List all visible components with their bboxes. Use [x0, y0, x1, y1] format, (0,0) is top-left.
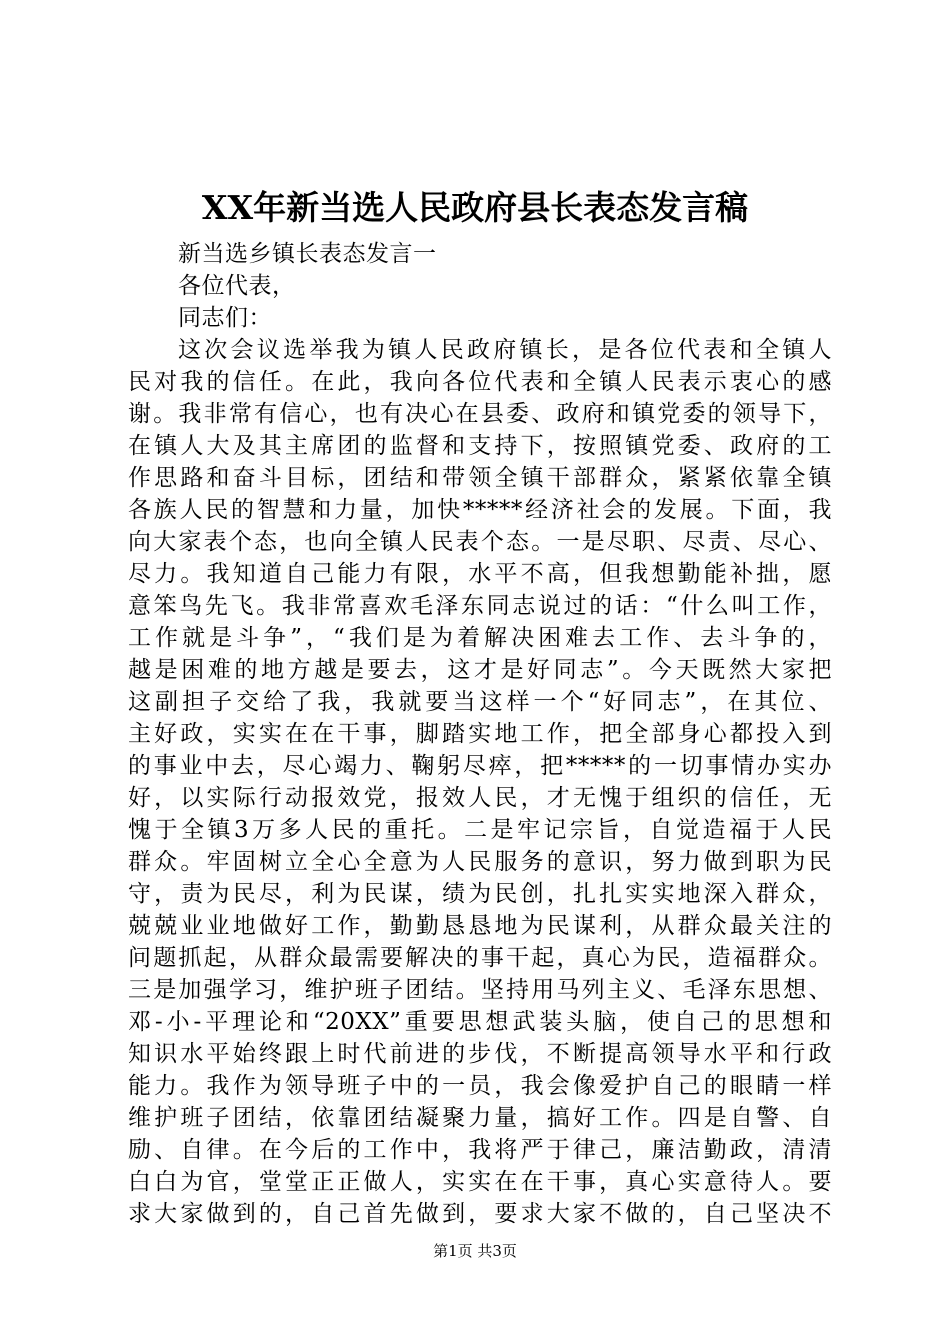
document-subtitle: 新当选乡镇长表态发言一 — [178, 241, 437, 267]
body-line: 谢。我非常有信心，也有决心在县委、政府和镇党委的领导下， — [128, 401, 832, 427]
body-line: 向大家表个态，也向全镇人民表个态。一是尽职、尽责、尽心、 — [128, 529, 832, 555]
salutation-line: 各位代表， — [178, 273, 296, 299]
body-line: 维护班子团结，依靠团结凝聚力量，搞好工作。四是自警、自 — [128, 1105, 832, 1131]
page-footer: 第1页 共3页 — [433, 1242, 517, 1260]
body-line: 求大家做到的，自己首先做到，要求大家不做的，自己坚决不 — [128, 1201, 832, 1227]
body-line: 兢兢业业地做好工作，勤勤恳恳地为民谋利，从群众最关注的 — [128, 913, 832, 939]
body-line: 这副担子交给了我，我就要当这样一个“好同志”，在其位、 — [128, 689, 832, 715]
body-line: 问题抓起，从群众最需要解决的事干起，真心为民，造福群众。 — [128, 945, 832, 971]
body-line: 各族人民的智慧和力量，加快*****经济社会的发展。下面，我 — [128, 497, 832, 523]
salutation-line: 同志们： — [178, 305, 272, 331]
body-line: 能力。我作为领导班子中的一员，我会像爱护自己的眼睛一样 — [128, 1073, 832, 1099]
body-line: 白白为官，堂堂正正做人，实实在在干事，真心实意待人。要 — [128, 1169, 832, 1195]
body-line: 尽力。我知道自己能力有限，水平不高，但我想勤能补拙，愿 — [128, 561, 832, 587]
body-line: 工作就是斗争”，“我们是为着解决困难去工作、去斗争的， — [128, 625, 832, 651]
body-line: 好，以实际行动报效党，报效人民，才无愧于组织的信任，无 — [128, 785, 832, 811]
document-title: XX年新当选人民政府县长表态发言稿 — [201, 188, 749, 227]
body-line: 民对我的信任。在此，我向各位代表和全镇人民表示衷心的感 — [128, 369, 832, 395]
body-line: 在镇人大及其主席团的监督和支持下，按照镇党委、政府的工 — [128, 433, 832, 459]
body-line: 这次会议选举我为镇人民政府镇长，是各位代表和全镇人 — [178, 337, 832, 363]
body-line: 作思路和奋斗目标，团结和带领全镇干部群众，紧紧依靠全镇 — [128, 465, 832, 491]
body-line: 愧于全镇3万多人民的重托。二是牢记宗旨，自觉造福于人民 — [128, 817, 832, 843]
body-line: 主好政，实实在在干事，脚踏实地工作，把全部身心都投入到 — [128, 721, 832, 747]
document-body — [128, 238, 832, 1230]
body-line: 的事业中去，尽心竭力、鞠躬尽瘁，把*****的一切事情办实办 — [128, 753, 832, 779]
body-line: 三是加强学习，维护班子团结。坚持用马列主义、毛泽东思想、 — [128, 977, 832, 1003]
body-line: 意笨鸟先飞。我非常喜欢毛泽东同志说过的话：“什么叫工作， — [128, 593, 832, 619]
body-line: 守，责为民尽，利为民谋，绩为民创，扎扎实实地深入群众， — [128, 881, 832, 907]
body-line: 知识水平始终跟上时代前进的步伐，不断提高领导水平和行政 — [128, 1041, 832, 1067]
body-line: 越是困难的地方越是要去，这才是好同志”。今天既然大家把 — [128, 657, 832, 683]
body-line: 邓-小-平理论和“20XX”重要思想武装头脑，使自己的思想和 — [128, 1009, 832, 1035]
body-paragraph — [128, 334, 832, 1230]
body-line: 群众。牢固树立全心全意为人民服务的意识，努力做到职为民 — [128, 849, 832, 875]
body-line: 励、自律。在今后的工作中，我将严于律己，廉洁勤政，清清 — [128, 1137, 832, 1163]
